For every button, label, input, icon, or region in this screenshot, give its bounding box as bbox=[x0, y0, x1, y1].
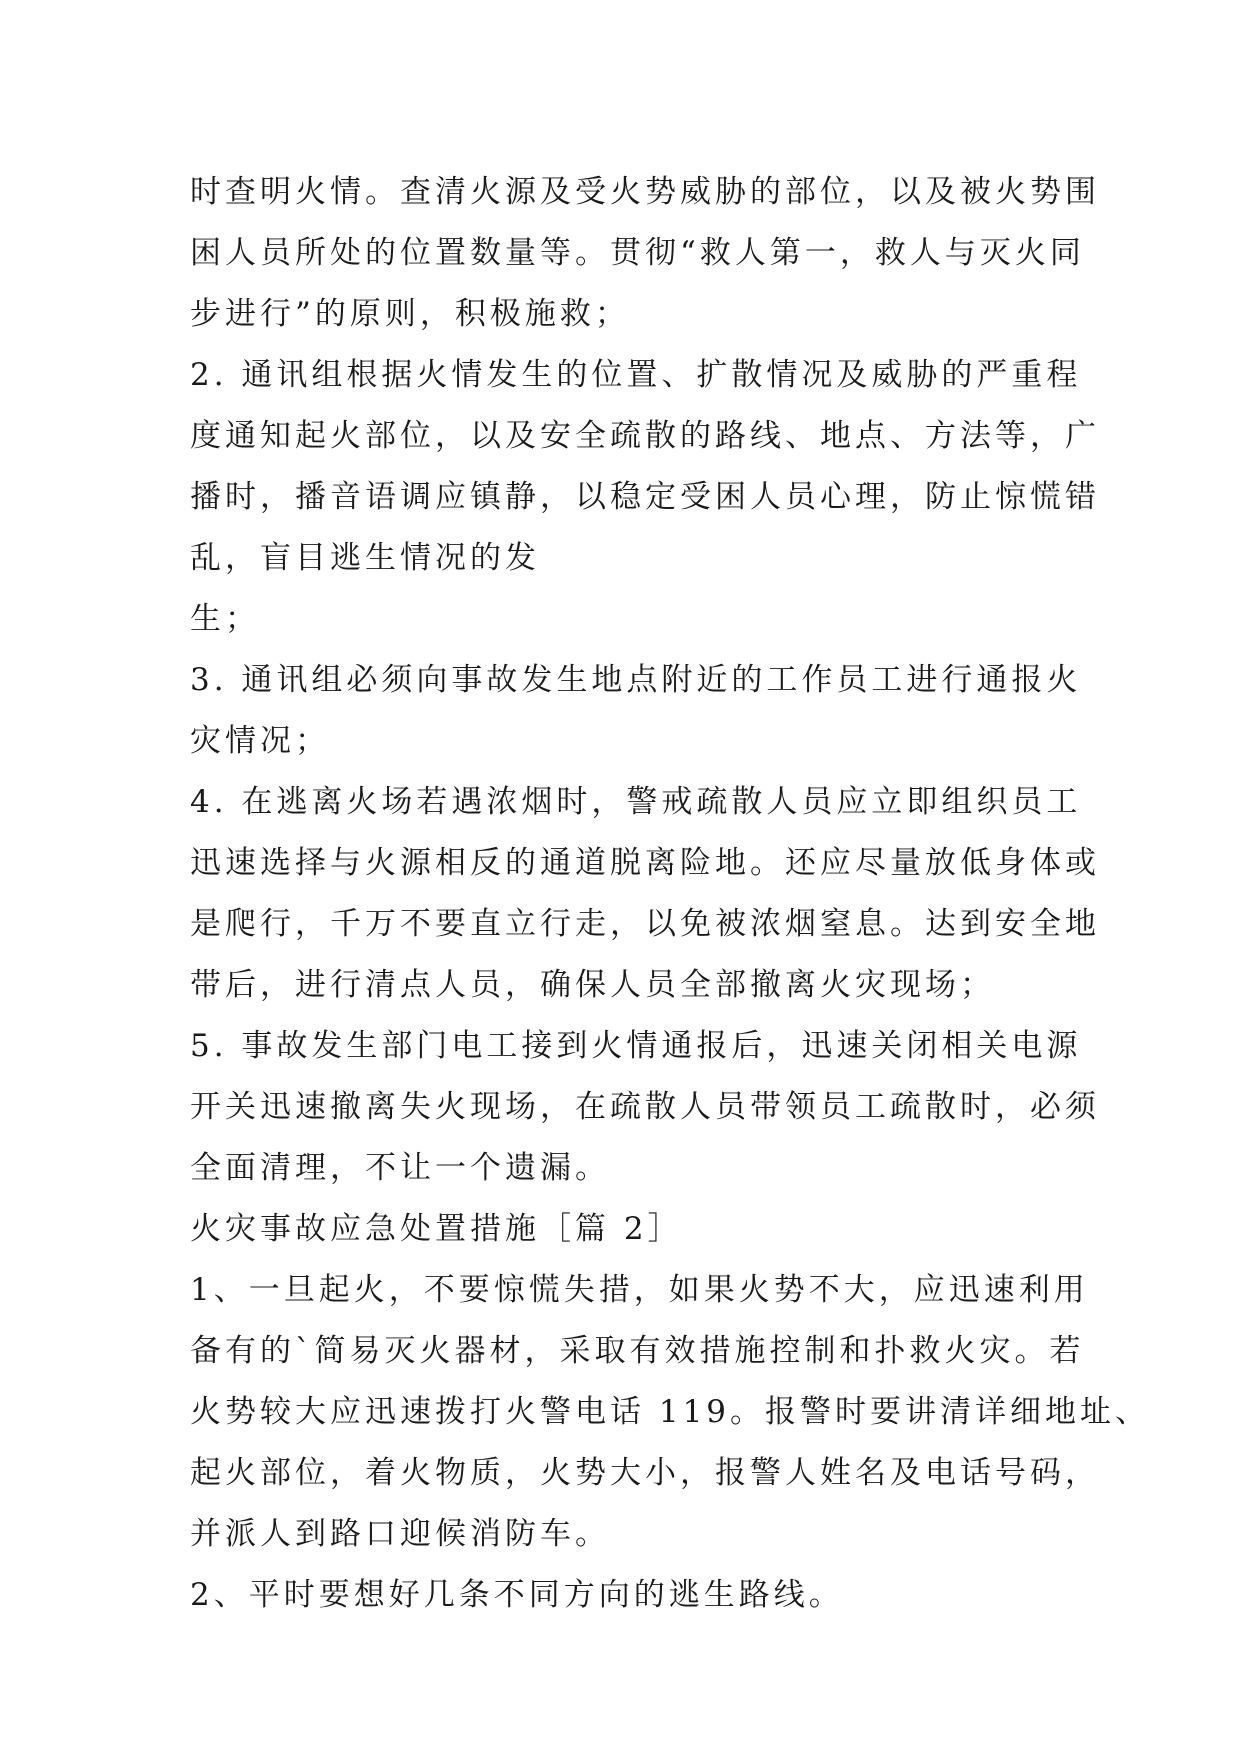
text-line: 时查明火情。查清火源及受火势威胁的部位，以及被火势围 bbox=[190, 174, 1100, 210]
text-line: 5. 事故发生部门电工接到火情通报后，迅速关闭相关电源 bbox=[190, 1028, 1082, 1064]
text-line: 带后，进行清点人员，确保人员全部撤离火灾现场； bbox=[190, 967, 995, 1003]
text-line: 2、平时要想好几条不同方向的逃生路线。 bbox=[190, 1577, 844, 1613]
text-line: 困人员所处的位置数量等。贯彻“救人第一，救人与灭火同 bbox=[190, 235, 1085, 271]
text-line: 生； bbox=[190, 601, 260, 637]
text-line: 全面清理，不让一个遗漏。 bbox=[190, 1150, 610, 1186]
section-heading: 火灾事故应急处置措施［篇 2］ bbox=[190, 1211, 683, 1247]
text-line: 是爬行，千万不要直立行走，以免被浓烟窒息。达到安全地 bbox=[190, 906, 1100, 942]
text-line: 步进行”的原则，积极施救； bbox=[190, 296, 630, 332]
text-line: 火势较大应迅速拨打火警电话 119。报警时要讲清详细地址、 bbox=[190, 1394, 1151, 1430]
text-line: 2. 通讯组根据火情发生的位置、扩散情况及威胁的严重程 bbox=[190, 357, 1082, 393]
text-line: 度通知起火部位，以及安全疏散的路线、地点、方法等，广 bbox=[190, 418, 1100, 454]
text-line: 乱，盲目逃生情况的发 bbox=[190, 540, 540, 576]
text-line: 并派人到路口迎候消防车。 bbox=[190, 1516, 610, 1552]
document-body bbox=[190, 162, 1151, 1626]
text-line: 播时，播音语调应镇静，以稳定受困人员心理，防止惊慌错 bbox=[190, 479, 1100, 515]
text-line: 开关迅速撤离失火现场，在疏散人员带领员工疏散时，必须 bbox=[190, 1089, 1100, 1125]
text-line: 3. 通讯组必须向事故发生地点附近的工作员工进行通报火 bbox=[190, 662, 1082, 698]
text-line: 迅速选择与火源相反的通道脱离险地。还应尽量放低身体或 bbox=[190, 845, 1100, 881]
text-line: 灾情况； bbox=[190, 723, 330, 759]
text-line: 备有的`简易灭火器材，采取有效措施控制和扑救火灾。若 bbox=[190, 1333, 1085, 1369]
text-line: 1、一旦起火，不要惊慌失措，如果火势不大，应迅速利用 bbox=[190, 1272, 1089, 1308]
text-line: 4. 在逃离火场若遇浓烟时，警戒疏散人员应立即组织员工 bbox=[190, 784, 1082, 820]
text-line: 起火部位，着火物质，火势大小，报警人姓名及电话号码， bbox=[190, 1455, 1100, 1491]
